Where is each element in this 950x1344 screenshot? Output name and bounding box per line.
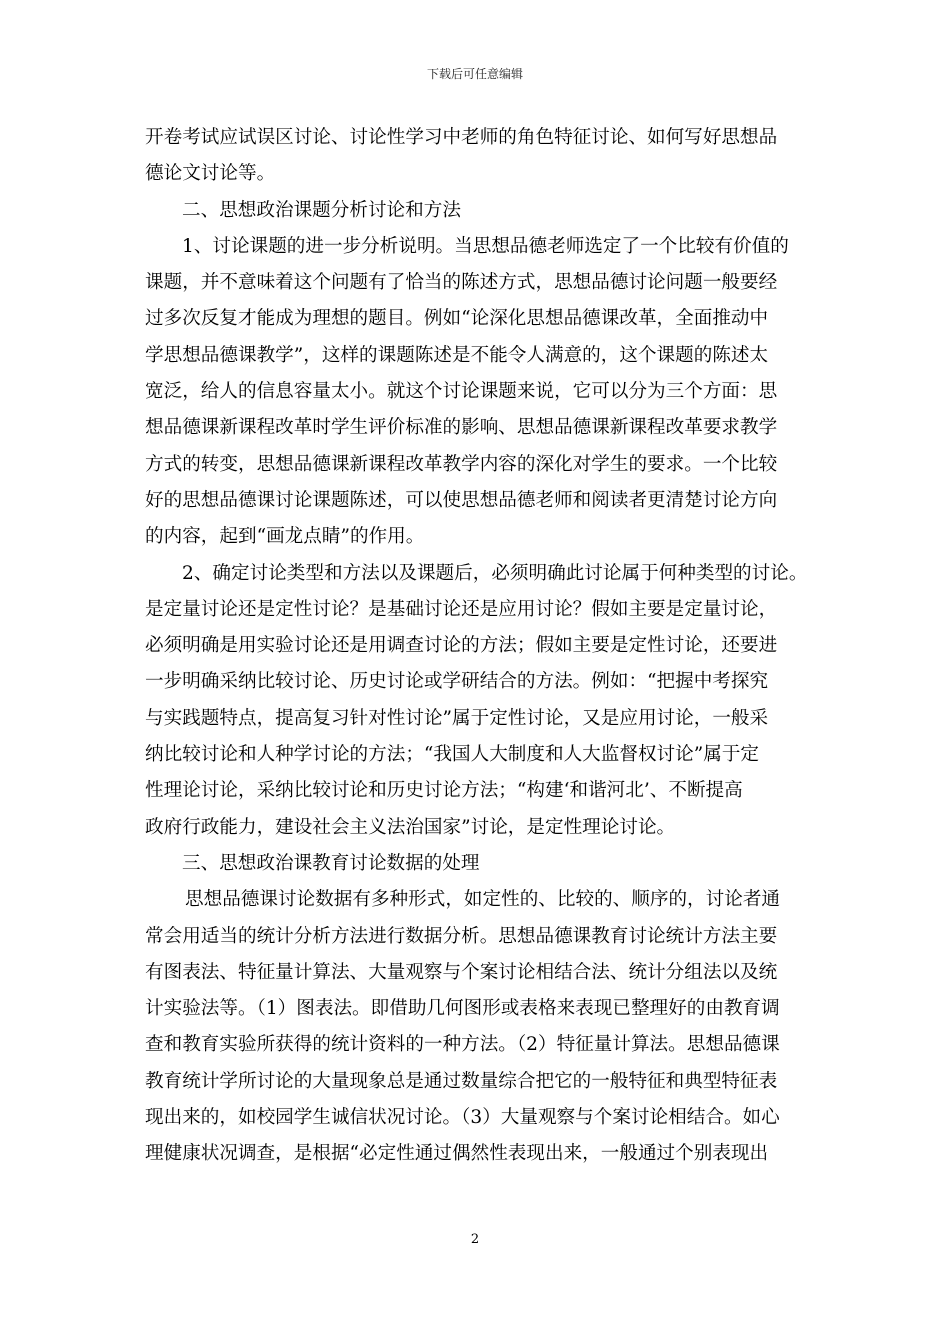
text-line: 一步明确采纳比较讨论、历史讨论或学研结合的方法。例如：“把握中考探究 [145, 671, 769, 693]
paragraph-start: 思想品德课讨论数据有多种形式，如定性的、比较的、顺序的，讨论者通 [185, 889, 781, 911]
text-line: 现出来的，如校园学生诚信状况讨论。（3）大量观察与个案讨论相结合。如心 [145, 1107, 780, 1129]
paragraph-start: 2、确定讨论类型和方法以及课题后，必须明确此讨论属于何种类型的讨论。 [182, 562, 808, 584]
text-line: 课题，并不意味着这个问题有了恰当的陈述方式，思想品德讨论问题一般要经 [145, 272, 778, 294]
text-line: 是定量讨论还是定性讨论？是基础讨论还是应用讨论？假如主要是定量讨论， [145, 598, 778, 620]
text-line: 有图表法、特征量计算法、大量观察与个案讨论相结合法、统计分组法以及统 [145, 961, 778, 983]
section-heading: 三、思想政治课教育讨论数据的处理 [182, 852, 480, 874]
body-text [145, 120, 810, 1173]
text-line: 想品德课新课程改革时学生评价标准的影响、思想品德课新课程改革要求教学 [145, 417, 778, 439]
text-line: 学思想品德课教学”，这样的课题陈述是不能令人满意的，这个课题的陈述太 [145, 344, 769, 366]
text-line: 理健康状况调查，是根据“必定性通过偶然性表现出来，一般通过个别表现出 [145, 1143, 769, 1165]
text-line: 计实验法等。（1）图表法。即借助几何图形或表格来表现已整理好的由教育调 [145, 998, 780, 1020]
text-line: 与实践题特点，提高复习针对性讨论”属于定性讨论，又是应用讨论，一般采 [145, 707, 769, 729]
text-line: 宽泛，给人的信息容量太小。就这个讨论课题来说，它可以分为三个方面：思 [145, 381, 778, 403]
paragraph-start: 1、讨论课题的进一步分析说明。当思想品德老师选定了一个比较有价值的 [182, 235, 789, 257]
text-line: 的内容，起到“画龙点睛”的作用。 [145, 526, 425, 548]
text-line: 教育统计学所讨论的大量现象总是通过数量综合把它的一般特征和典型特征表 [145, 1070, 778, 1092]
text-line: 开卷考试应试误区讨论、讨论性学习中老师的角色特征讨论、如何写好思想品 [145, 127, 778, 148]
text-line: 必须明确是用实验讨论还是用调查讨论的方法；假如主要是定性讨论，还要进 [145, 635, 778, 657]
page-number: 2 [470, 1232, 480, 1247]
text-line: 性理论讨论，采纳比较讨论和历史讨论方法；“构建‘和谐河北’、不断提高 [145, 780, 743, 802]
text-line: 常会用适当的统计分析方法进行数据分析。思想品德课教育讨论统计方法主要 [145, 925, 778, 947]
text-line: 过多次反复才能成为理想的题目。例如“论深化思想品德课改革，全面推动中 [145, 308, 769, 330]
text-line: 纳比较讨论和人种学讨论的方法；“我国人大制度和人大监督权讨论”属于定 [145, 744, 760, 766]
page-header: 下载后可任意编辑 [426, 67, 523, 81]
text-line: 政府行政能力，建设社会主义法治国家”讨论，是定性理论讨论。 [145, 816, 676, 838]
text-line: 查和教育实验所获得的统计资料的一种方法。（2）特征量计算法。思想品德课 [145, 1034, 780, 1056]
text-line: 好的思想品德课讨论课题陈述，可以使思想品德老师和阅读者更清楚讨论方向 [145, 489, 778, 511]
section-heading: 二、思想政治课题分析讨论和方法 [182, 199, 461, 221]
text-line: 德论文讨论等。 [145, 163, 276, 185]
text-line: 方式的转变，思想品德课新课程改革教学内容的深化对学生的要求。一个比较 [145, 453, 778, 475]
